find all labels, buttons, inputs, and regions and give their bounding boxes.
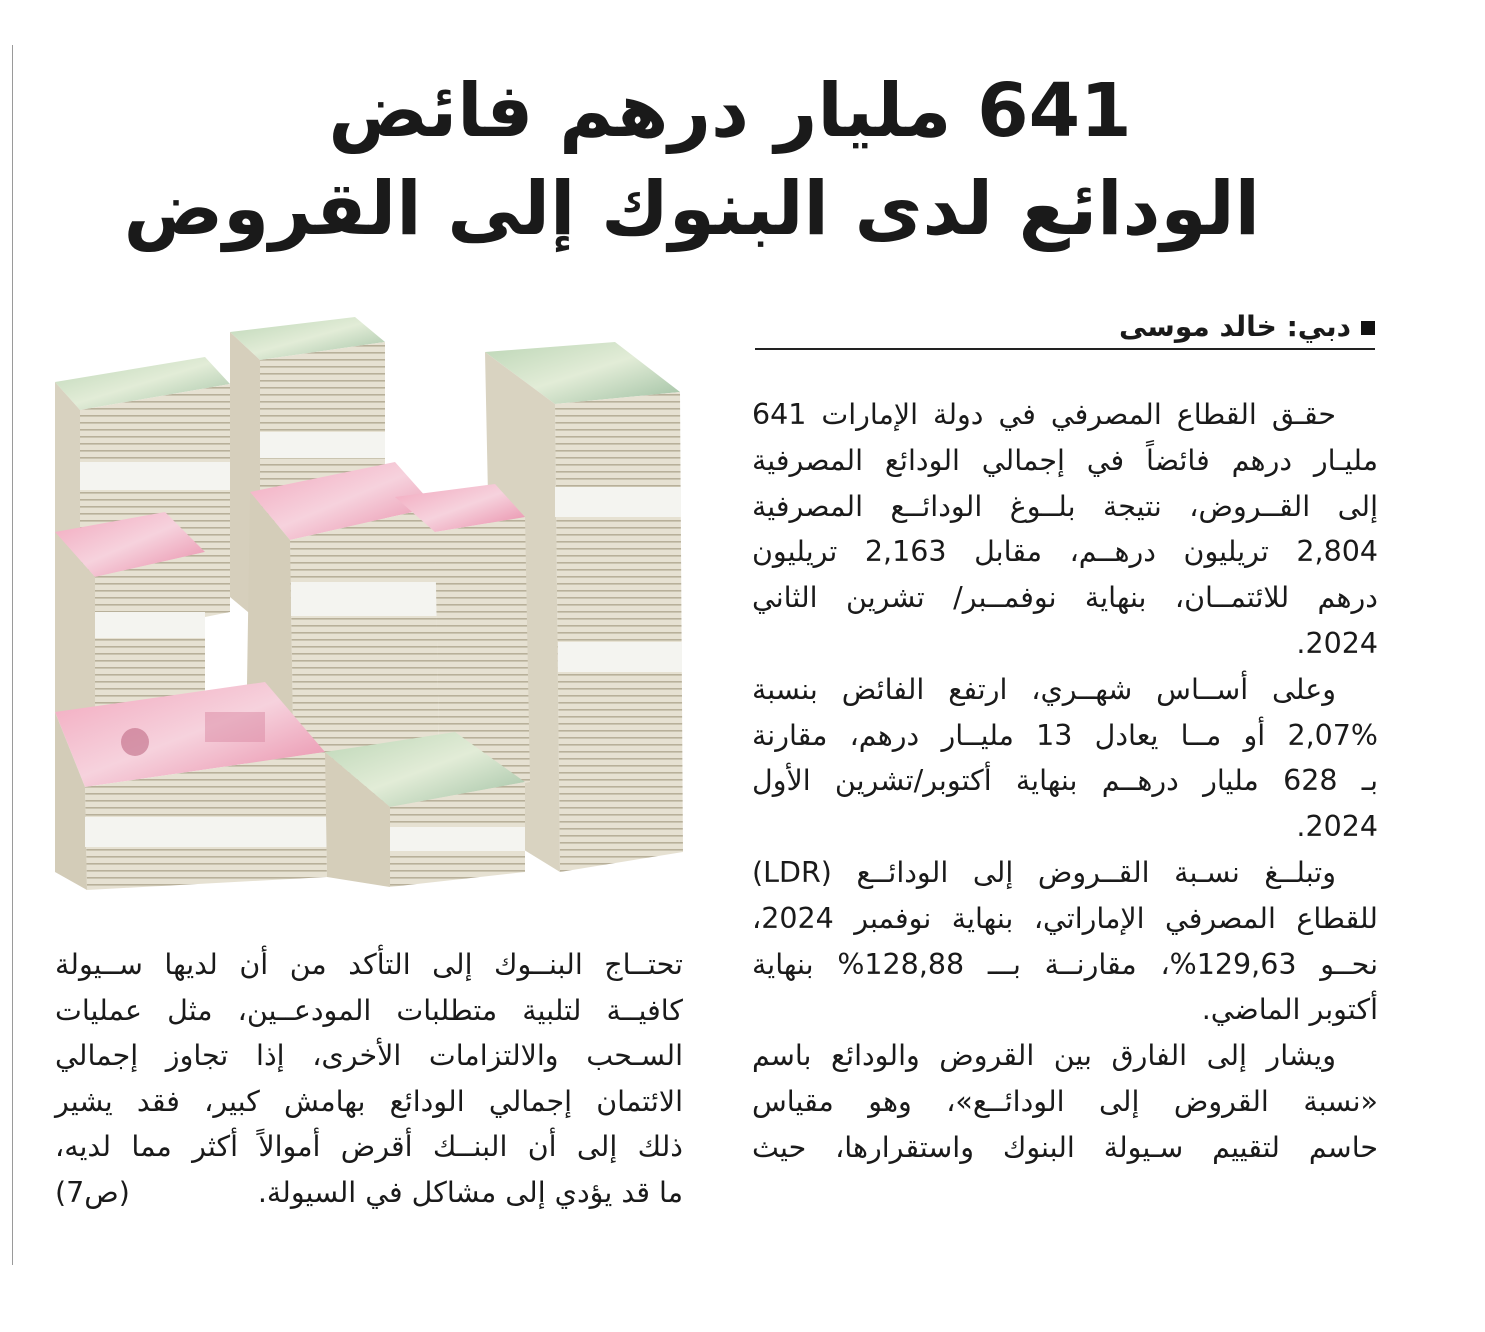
article-column-right	[752, 392, 1378, 1171]
left-line: تحتــاج البنــوك إلى التأكد من أن لديها ســيولة	[55, 948, 683, 981]
stack-front-pink	[55, 682, 327, 890]
right-line: وتبلــغ نسـبة القــروض إلى الودائــع (LDR)	[752, 855, 1336, 889]
bullet-square-icon	[1361, 321, 1375, 335]
right-line: نحــو 129,63%، مقارنــة بـــ 128,88% بنهاية	[752, 947, 1378, 981]
right-line: إلى القــروض، نتيجة بلــوغ الودائــع المصرفية	[752, 489, 1378, 523]
headline-line-1: 641 مليار درهم فائض	[328, 68, 1132, 154]
headline	[123, 62, 1260, 258]
page-reference: (ص7)	[55, 1175, 130, 1209]
right-line: «نسبة القروض إلى الودائــع»، وهو مقياس	[752, 1084, 1378, 1118]
right-line: 2024.	[1296, 626, 1378, 660]
left-line	[55, 1170, 683, 1216]
byline-text: دبي: خالد موسى	[1118, 310, 1351, 343]
right-line: مليـار درهم فائضاً في إجمالي الودائع المصرفية	[752, 443, 1378, 477]
right-line: درهم للائتمــان، بنهاية نوفمــبر/ تشرين الثاني	[752, 581, 1378, 615]
right-line: 2,804 تريليون درهــم، مقابل 2,163 تريليون	[752, 535, 1378, 569]
left-line: كافيــة لتلبية متطلبات المودعــين، مثل عمليات	[55, 993, 683, 1027]
banknote-stacks-image	[55, 312, 687, 890]
right-line: حقـق القطاع المصرفي في دولة الإمارات 641	[752, 398, 1336, 431]
right-line: بـ 628 مليار درهــم بنهاية أكتوبر/تشرين الأول	[752, 764, 1379, 798]
right-line: ويشار إلى الفارق بين القروض والودائع باسم	[752, 1039, 1336, 1073]
page-edge-rule	[12, 45, 13, 1265]
headline-line-2: الودائع لدى البنوك إلى القروض	[123, 166, 1260, 252]
right-line: أكتوبر الماضي.	[1201, 993, 1378, 1027]
right-line: للقطاع المصرفي الإماراتي، بنهاية نوفمبر 2024،	[752, 901, 1378, 935]
right-line: 2024.	[1296, 810, 1378, 844]
text-line: ما قد يؤدي إلى مشاكل في السيولة.	[257, 1175, 683, 1209]
right-line: حاسم لتقييم سـيولة البنوك واستقرارها، حيث	[752, 1130, 1378, 1164]
right-line: 2,07% أو مــا يعادل 13 مليــار درهم، مقارنة	[752, 718, 1378, 752]
byline	[755, 308, 1375, 350]
left-line: السـحب والالتزامات الأخرى، إذا تجاوز إجمالي	[55, 1039, 683, 1072]
left-line: الائتمان إجمالي الودائع بهامش كبير، فقد يشير	[55, 1084, 683, 1118]
right-line: وعلى أســاس شهــري، ارتفع الفائض بنسبة	[752, 672, 1336, 706]
left-line: ذلك إلى أن البنــك أقرض أموالاً أكثر مما لديه،	[55, 1130, 683, 1163]
article-column-left	[55, 942, 683, 1215]
